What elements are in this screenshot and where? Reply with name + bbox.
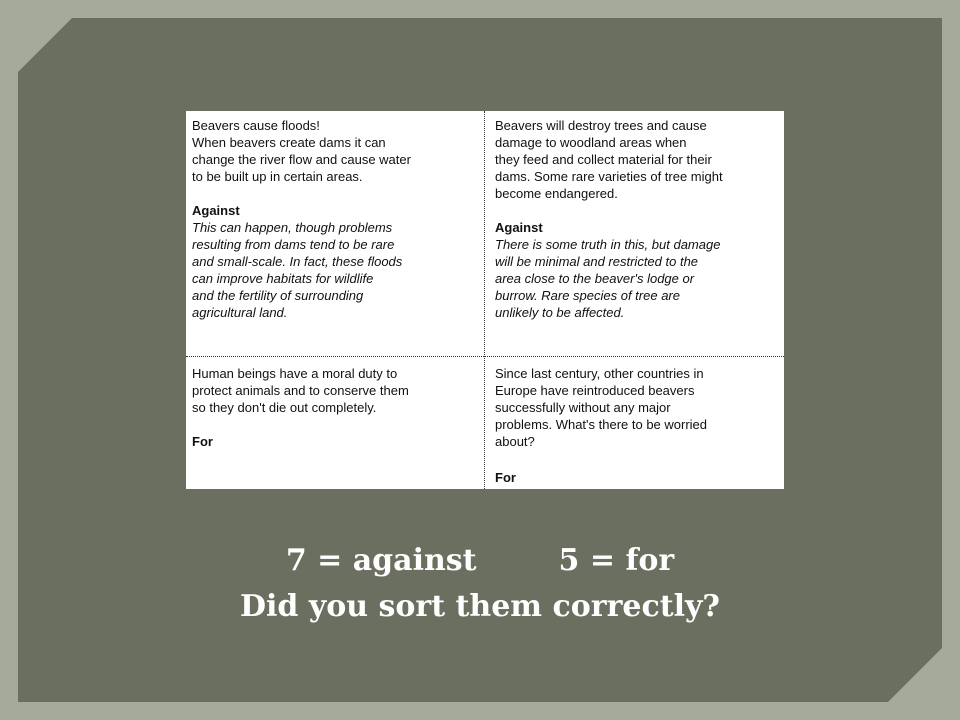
card-response-line: area close to the beaver's lodge or [495, 271, 695, 286]
card-statement-line: Beavers cause floods! [192, 118, 320, 133]
card-response-line: burrow. Rare species of tree are [495, 288, 680, 303]
vertical-divider [484, 111, 485, 489]
card-response-line: This can happen, though problems [192, 220, 393, 235]
card-response-line: can improve habitats for wildlife [192, 271, 374, 286]
card-side-label: For [192, 434, 213, 449]
sorting-card-grid [186, 111, 784, 489]
card-statement-line: Human beings have a moral duty to [192, 366, 398, 381]
card-statement-line: change the river flow and cause water [192, 152, 411, 167]
card-response-line: unlikely to be affected. [495, 305, 625, 320]
card-side-label: Against [495, 220, 543, 235]
card-side-label: For [495, 470, 516, 485]
card-response-line: and the fertility of surrounding [192, 288, 364, 303]
card-statement-line: they feed and collect material for their [495, 152, 712, 167]
horizontal-divider [186, 356, 784, 357]
card-statement-line: Beavers will destroy trees and cause [495, 118, 707, 133]
card-statement-line: become endangered. [495, 186, 618, 201]
card-statement-line: successfully without any major [495, 400, 671, 415]
card-statement-line: protect animals and to conserve them [192, 383, 409, 398]
tally-line [0, 543, 960, 578]
card-floods [192, 117, 478, 321]
card-response-line: and small-scale. In fact, these floods [192, 254, 403, 269]
card-reintroduction [495, 365, 779, 485]
check-question: Did you sort them correctly? [240, 589, 720, 624]
card-response-line: will be minimal and restricted to the [495, 254, 699, 269]
card-trees [495, 117, 779, 321]
card-response-line: resulting from dams tend to be rare [192, 237, 395, 252]
for-count: 5 = for [558, 543, 675, 578]
card-statement-line: so they don't die out completely. [192, 400, 377, 415]
card-statement-line: dams. Some rare varieties of tree might [495, 169, 723, 184]
card-side-label: Against [192, 203, 240, 218]
card-response-line: There is some truth in this, but damage [495, 237, 721, 252]
card-response-line: agricultural land. [192, 305, 288, 320]
card-statement-line: Europe have reintroduced beavers [495, 383, 695, 398]
card-statement-line: about? [495, 434, 535, 449]
card-statement-line: damage to woodland areas when [495, 135, 687, 150]
card-statement-line: problems. What's there to be worried [495, 417, 708, 432]
card-statement-line: Since last century, other countries in [495, 366, 704, 381]
against-count: 7 = against [285, 543, 477, 578]
card-statement-line: When beavers create dams it can [192, 135, 386, 150]
card-statement-line: to be built up in certain areas. [192, 169, 363, 184]
card-moral-duty [192, 365, 478, 450]
